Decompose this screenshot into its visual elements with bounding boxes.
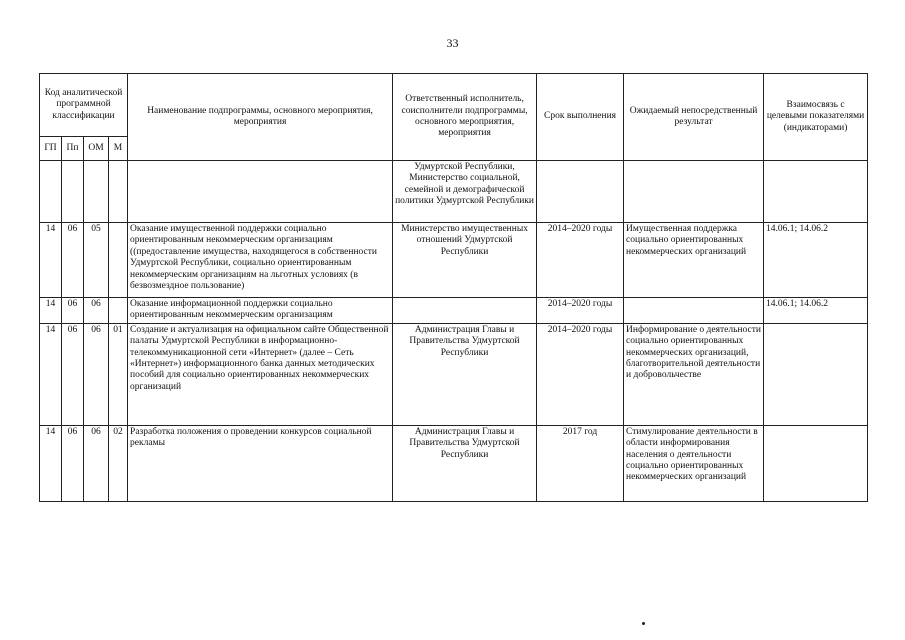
cell-m — [109, 161, 128, 223]
cell-responsible: Администрация Главы и Правительства Удмуртской Республики — [393, 323, 537, 425]
table-row — [40, 223, 868, 298]
header-code: Код аналитической программной классификации — [40, 74, 128, 137]
header-result: Ожидаемый непосредственный результат — [624, 74, 764, 161]
cell-relation: 14.06.1; 14.06.2 — [764, 298, 868, 324]
cell-term: 2017 год — [537, 425, 624, 501]
cell-m: 01 — [109, 323, 128, 425]
cell-gp: 14 — [40, 425, 62, 501]
cell-responsible — [393, 298, 537, 324]
cell-pp: 06 — [62, 223, 84, 298]
table-row — [40, 323, 868, 425]
cell-relation — [764, 161, 868, 223]
cell-name: Оказание информационной поддержки социально ориентированным некоммерческим организациям — [128, 298, 393, 324]
cell-term: 2014–2020 годы — [537, 323, 624, 425]
cell-name: Оказание имущественной поддержки социально ориентированным некоммерческим организациям ((предоставление имущества, находящегося в собственности Удмуртской Республики, социально ориентированным некоммерческим организациям на льготных условиях (в безвозмездное пользование) — [128, 223, 393, 298]
cell-pp: 06 — [62, 425, 84, 501]
header-responsible: Ответственный исполнитель, соисполнители подпрограммы, основного мероприятия, мероприятия — [393, 74, 537, 161]
table-row — [40, 161, 868, 223]
cell-gp — [40, 161, 62, 223]
cell-result: Имущественная поддержка социально ориентированных некоммерческих организаций — [624, 223, 764, 298]
header-m: М — [109, 137, 128, 161]
cell-pp: 06 — [62, 298, 84, 324]
cell-om: 06 — [84, 425, 109, 501]
cell-relation: 14.06.1; 14.06.2 — [764, 223, 868, 298]
cell-name: Создание и актуализация на официальном сайте Общественной палаты Удмуртской Республики в информационно-телекоммуникационной сети «Интернет» (далее – Сеть «Интернет») информационного банка данных методических пособий для социально ориентированных некоммерческих организаций — [128, 323, 393, 425]
header-name: Наименование подпрограммы, основного мероприятия, мероприятия — [128, 74, 393, 161]
cell-name: Разработка положения о проведении конкурсов социальной рекламы — [128, 425, 393, 501]
cell-relation — [764, 323, 868, 425]
cell-om — [84, 161, 109, 223]
header-om: ОМ — [84, 137, 109, 161]
cell-pp — [62, 161, 84, 223]
cell-name — [128, 161, 393, 223]
cell-responsible: Удмуртской Республики, Министерство социальной, семейной и демографической политики Удмуртской Республики — [393, 161, 537, 223]
cell-m: 02 — [109, 425, 128, 501]
header-row — [40, 74, 868, 137]
cell-responsible: Администрация Главы и Правительства Удмуртской Республики — [393, 425, 537, 501]
cell-term: 2014–2020 годы — [537, 298, 624, 324]
cell-m — [109, 298, 128, 324]
cell-pp: 06 — [62, 323, 84, 425]
cell-om: 06 — [84, 323, 109, 425]
cell-result: Стимулирование деятельности в области информирования населения о деятельности социально ориентированных некоммерческих организаций — [624, 425, 764, 501]
cell-term: 2014–2020 годы — [537, 223, 624, 298]
page-mark — [642, 622, 645, 625]
program-table — [39, 73, 868, 502]
cell-result — [624, 298, 764, 324]
cell-m — [109, 223, 128, 298]
cell-om: 06 — [84, 298, 109, 324]
header-gp: ГП — [40, 137, 62, 161]
cell-gp: 14 — [40, 298, 62, 324]
cell-result — [624, 161, 764, 223]
header-relation: Взаимосвязь с целевыми показателями (индикаторами) — [764, 74, 868, 161]
table-row — [40, 425, 868, 501]
cell-gp: 14 — [40, 323, 62, 425]
cell-om: 05 — [84, 223, 109, 298]
page-number: 33 — [446, 36, 459, 50]
cell-gp: 14 — [40, 223, 62, 298]
cell-relation — [764, 425, 868, 501]
header-term: Срок выполнения — [537, 74, 624, 161]
table-row — [40, 298, 868, 324]
cell-term — [537, 161, 624, 223]
cell-responsible: Министерство имущественных отношений Удмуртской Республики — [393, 223, 537, 298]
header-pp: Пп — [62, 137, 84, 161]
cell-result: Информирование о деятельности социально ориентированных некоммерческих организаций, благотворительной деятельности и добровольчестве — [624, 323, 764, 425]
